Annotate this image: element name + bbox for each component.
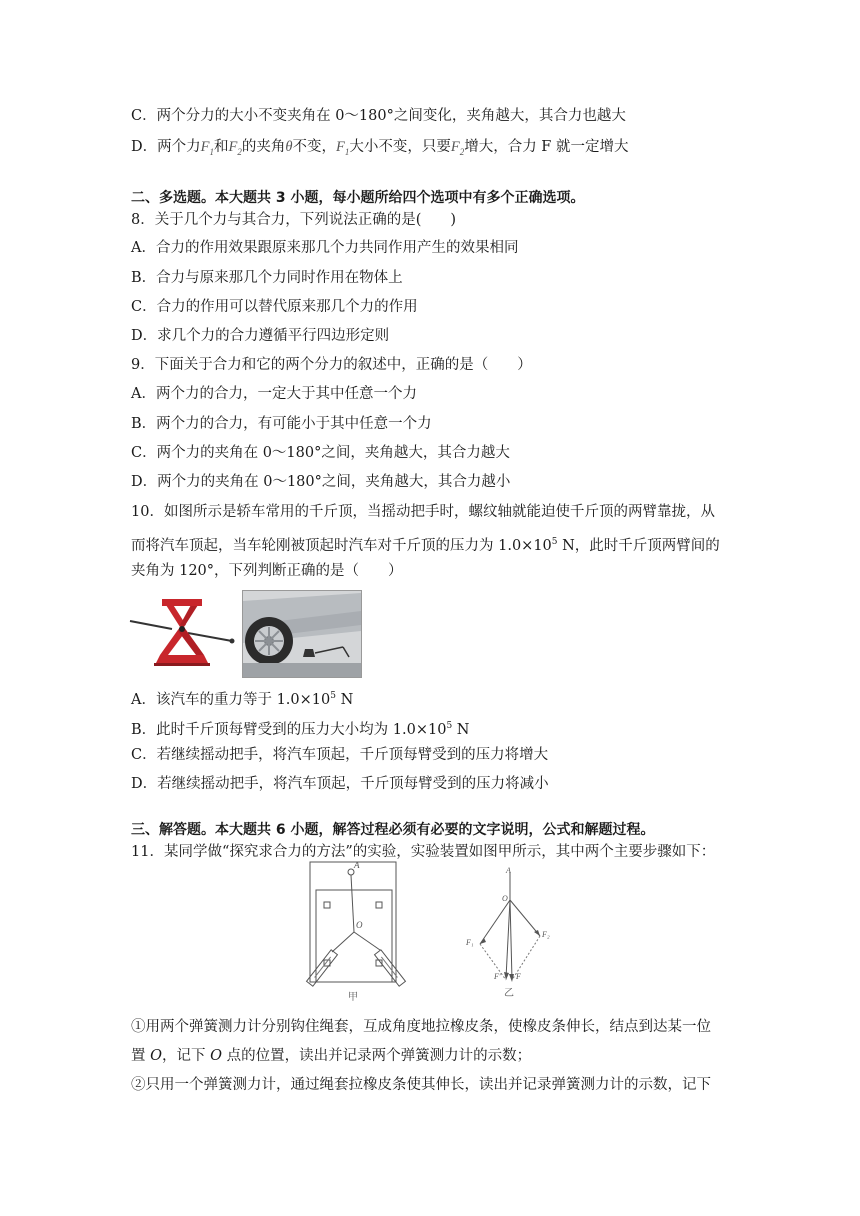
step-1-line-1: ①用两个弹簧测力计分别钩住绳套，互成角度地拉橡皮条，使橡皮条伸长，结点到达某一位 bbox=[131, 1019, 711, 1035]
f-prime-label: F′ bbox=[494, 972, 501, 981]
q11-stem: 11．某同学做“探究求合力的方法”的实验，实验装置如图甲所示，其中两个主要步骤如下： bbox=[131, 844, 716, 860]
q9-option-b: B．两个力的合力，有可能小于其中任意一个力 bbox=[131, 416, 432, 432]
car-jack-image bbox=[128, 593, 236, 671]
section-2-heading: 二、多选题。本大题共 3 小题，每小题所给四个选项中有多个正确选项。 bbox=[131, 190, 585, 206]
f2-label: F₂ bbox=[542, 930, 550, 939]
q10-option-d: D．若继续摇动把手，将汽车顶起，千斤顶每臂受到的压力将减小 bbox=[131, 776, 549, 792]
point-o-label: O bbox=[502, 894, 508, 903]
q8-option-c: C．合力的作用可以替代原来那几个力的作用 bbox=[131, 299, 418, 315]
f1-label: F₁ bbox=[466, 938, 474, 947]
car-on-jack-photo bbox=[242, 590, 362, 678]
q9-stem: 9．下面关于合力和它的两个分力的叙述中，正确的是（ ） bbox=[131, 357, 532, 373]
figure-yi-label: 乙 bbox=[504, 988, 514, 999]
point-a-label: A bbox=[506, 866, 511, 875]
f2-symbol: $F_2$ bbox=[450, 139, 465, 157]
text: 和 bbox=[214, 139, 229, 155]
section-3-heading: 三、解答题。本大题共 6 小题，解答过程必须有必要的文字说明，公式和解题过程。 bbox=[131, 822, 655, 838]
text: 的夹角 bbox=[241, 139, 286, 155]
f1-symbol: $F_1$ bbox=[335, 139, 350, 157]
step-2-line-1: ②只用一个弹簧测力计，通过绳套拉橡皮条使其伸长，读出并记录弹簧测力计的示数，记下 bbox=[131, 1077, 711, 1093]
q10-option-b: B．此时千斤顶每臂受到的压力大小均为 $1.0\times 10^5$ N bbox=[131, 721, 470, 738]
q8-option-d: D．求几个力的合力遵循平行四边形定则 bbox=[131, 328, 390, 344]
q8-option-b: B．合力与原来那几个力同时作用在物体上 bbox=[131, 270, 403, 286]
q7-option-d bbox=[131, 137, 628, 162]
f1-symbol: $F_1$ bbox=[200, 139, 214, 157]
q8-option-a: A．合力的作用效果跟原来那几个力共同作用产生的效果相同 bbox=[131, 240, 519, 256]
q10-stem-line-1: 10．如图所示是轿车常用的千斤顶，当摇动把手时，螺纹轴就能迫使千斤顶的两臂靠拢，从 bbox=[131, 504, 715, 520]
point-a-label: A bbox=[354, 860, 360, 870]
experiment-apparatus-figure bbox=[300, 860, 420, 1006]
f-label: F bbox=[516, 972, 521, 981]
q10-option-a: A．该汽车的重力等于 $1.0\times 10^5$ N bbox=[131, 691, 354, 708]
q10-option-c: C．若继续摇动把手，将汽车顶起，千斤顶每臂受到的压力将增大 bbox=[131, 747, 549, 763]
q7-option-c: C．两个分力的大小不变夹角在 0～180°之间变化，夹角越大，其合力也越大 bbox=[131, 108, 626, 124]
q9-option-a: A．两个力的合力，一定大于其中任意一个力 bbox=[131, 386, 417, 402]
text: 大小不变，只要 bbox=[349, 139, 451, 155]
figure-jia-label: 甲 bbox=[348, 992, 358, 1003]
q9-option-d: D．两个力的夹角在 0～180°之间，夹角越大，其合力越小 bbox=[131, 474, 511, 490]
text: 不变， bbox=[292, 139, 336, 155]
theta-symbol: θ bbox=[285, 139, 293, 155]
q9-option-c: C．两个力的夹角在 0～180°之间，夹角越大，其合力越大 bbox=[131, 445, 510, 461]
force-parallelogram-figure bbox=[462, 868, 562, 1000]
step-1-line-2: 置 O，记下 O 点的位置，读出并记录两个弹簧测力计的示数； bbox=[131, 1048, 532, 1064]
point-o-label: O bbox=[356, 920, 363, 930]
q10-stem-line-2: 而将汽车顶起，当车轮刚被顶起时汽车对千斤顶的压力为 $1.0\times 10^5$ N，此时千斤顶两臂间的 bbox=[131, 537, 720, 554]
text: 增大，合力 F 就一定增大 bbox=[464, 139, 629, 155]
f2-symbol: $F_2$ bbox=[228, 139, 242, 157]
q10-stem-line-3: 夹角为 120°，下列判断正确的是（ ） bbox=[131, 563, 403, 579]
q8-stem: 8．关于几个力与其合力，下列说法正确的是( ) bbox=[131, 212, 457, 228]
text: D．两个力 bbox=[131, 139, 201, 155]
